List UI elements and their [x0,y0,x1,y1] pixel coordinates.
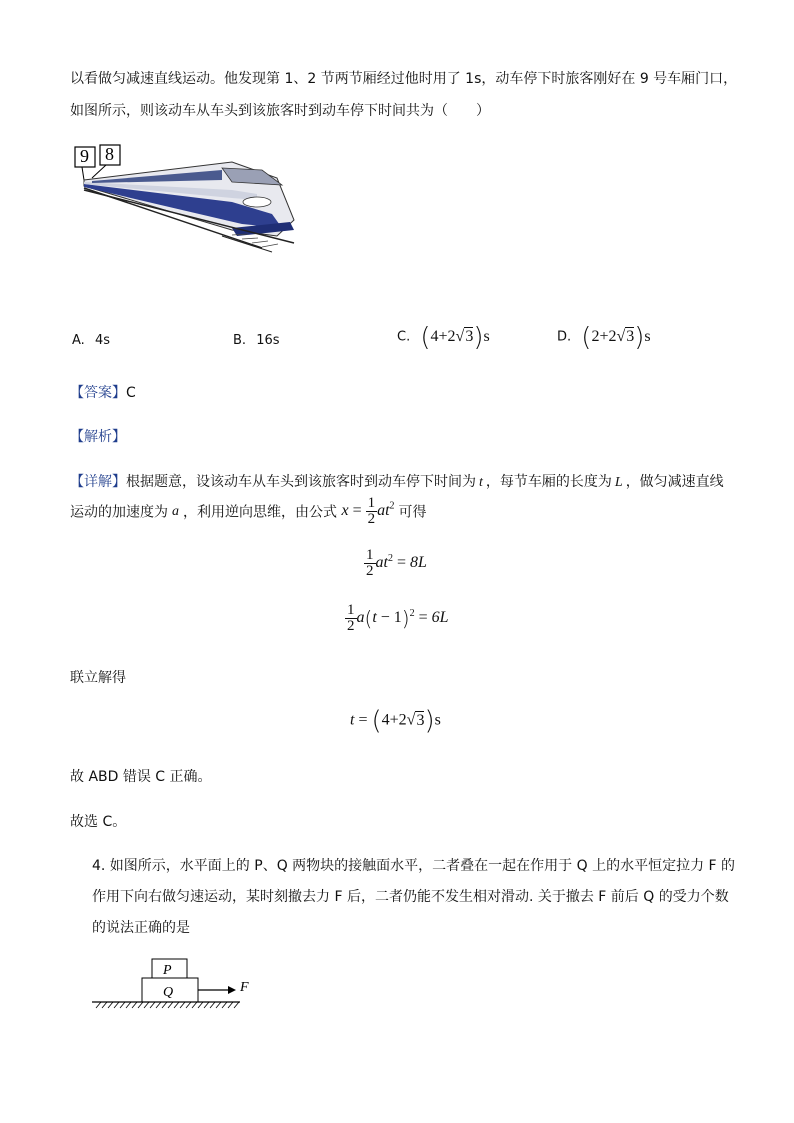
force-label: F [240,980,249,995]
answer-label: 【答案】 [70,385,126,401]
option-d[interactable] [557,322,651,352]
detail-line1: 【详解】根据题意，设该动车从车头到该旅客时到动车停下时间为 t ，每节车厢的长度为 L ，做匀减速直线 [70,474,724,490]
force-arrowhead [228,986,236,994]
result-equation: t = (4+2√3)s [350,706,441,736]
option-a-letter: A. [72,333,85,348]
conclusion-2: 故选 C。 [70,814,127,830]
blocks-figure [92,955,272,1015]
option-c-expression: (4+2√3)s [420,322,490,352]
car-label-8: 8 [105,144,114,164]
q3-stem-line2: 如图所示，则该动车从车头到该旅客时到动车停下时间共为（ ） [70,103,490,119]
block-p-label: P [163,963,172,978]
option-b-value: 16s [256,333,280,348]
train-illustration [72,140,302,255]
blocks-diagram [92,955,272,1015]
detail-line2: 运动的加速度为 a ，利用逆向思维，由公式 x = $\frac{1}{2}$ $at^2$ 可得 [70,495,427,527]
equation-1-rhs: 8L [409,554,427,572]
equation-1: $\frac{1}{2}$ $at^2 = 8L$ [366,547,427,579]
car-label-9: 9 [80,146,89,166]
option-b[interactable] [233,333,280,348]
option-a-value: 4s [94,333,110,348]
analysis-label: 【解析】 [70,429,126,445]
option-a[interactable] [72,333,110,348]
answer-line [70,382,136,402]
q3-stem-line1: 以看做匀减速直线运动。他发现第 1、2 节两节厢经过他时用了 1s，动车停下时旅客刚好在 9 号车厢门口， [70,71,738,87]
equation-2: $\frac{1}{2}$ $a(t - 1)^2 = 6L$ [347,602,449,634]
detail-label: 【详解】 [70,474,126,490]
combine-text: 联立解得 [70,670,126,686]
formula-x: x = $\frac{1}{2}$ $at^2$ [341,495,395,527]
equation-2-rhs: 6L [431,609,449,627]
q4-stem-line2: 作用下向右做匀速运动，某时刻撤去力 F 后，二者仍能不发生相对滑动. 关于撤去 F 前后 Q 的受力个数 [92,889,729,905]
option-c[interactable] [397,322,490,352]
train-figure [72,140,302,255]
conclusion-1: 故 ABD 错误 C 正确。 [70,769,212,785]
q4-stem-line1: 4. 如图所示，水平面上的 P、Q 两物块的接触面水平，二者叠在一起在作用于 Q 上的水平恒定拉力 F 的 [92,858,736,874]
option-d-expression: (2+2√3)s [581,322,651,352]
q4-stem-line3: 的说法正确的是 [92,920,190,936]
option-b-letter: B. [233,333,247,348]
option-c-letter: C. [397,329,411,345]
block-q-label: Q [163,985,174,1000]
answer-value: C [126,385,136,401]
ground-hatching [96,1002,239,1008]
option-d-letter: D. [557,329,572,345]
